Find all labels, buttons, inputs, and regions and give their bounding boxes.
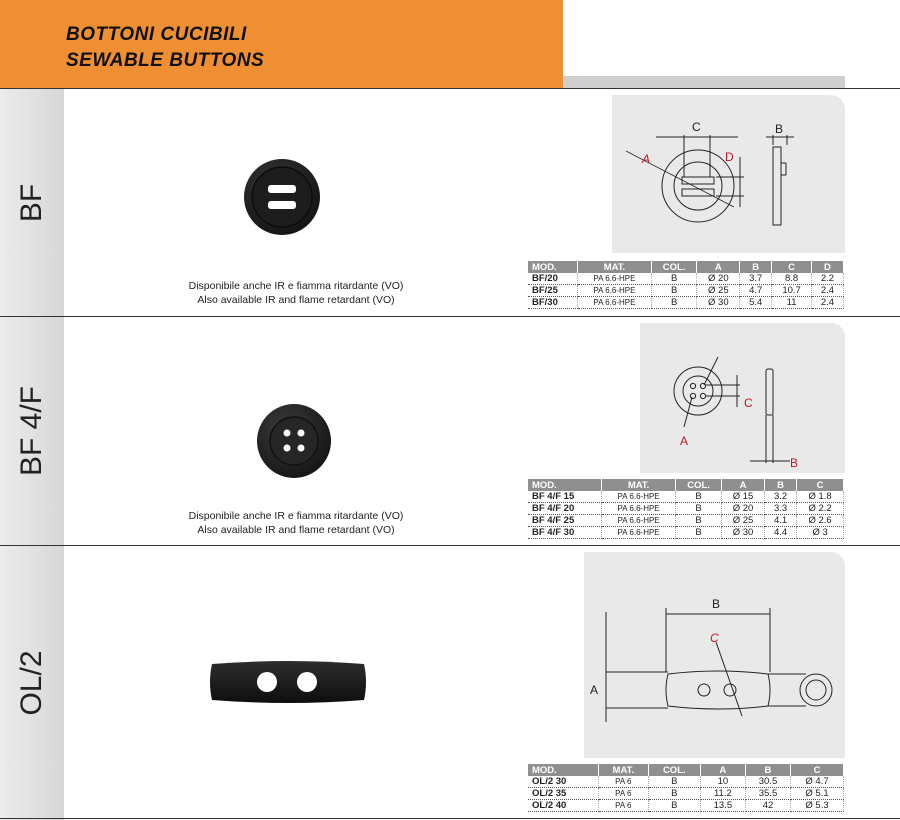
column-header: COL.: [676, 479, 722, 491]
cell-mat: PA 6.6-HPE: [578, 285, 652, 297]
cell-mod: BF/25: [528, 285, 578, 297]
cell-a: 10: [700, 776, 745, 788]
bf4f-button-image: [254, 401, 334, 481]
cell-mat: PA 6.6-HPE: [578, 297, 652, 309]
ol2-button-image: [208, 660, 368, 704]
cell-c: Ø 2.6: [797, 515, 844, 527]
column-header: C: [791, 764, 844, 776]
bf4f-technical-drawing: [640, 323, 845, 473]
column-header: MOD.: [528, 764, 598, 776]
section-label-bf: BF: [0, 89, 64, 316]
cell-mat: PA 6.6-HPE: [602, 527, 676, 539]
column-header: MOD.: [528, 261, 578, 273]
bf-dim-c: C: [692, 120, 701, 134]
cell-mat: PA 6.6-HPE: [602, 491, 676, 503]
cell-mod: BF/20: [528, 273, 578, 285]
column-header: B: [765, 479, 797, 491]
cell-c: Ø 2.2: [797, 503, 844, 515]
ol2-spec-table: [528, 764, 844, 812]
cell-a: Ø 30: [697, 297, 740, 309]
header-grey-bar: [563, 76, 845, 88]
section-ol2: [0, 545, 900, 820]
bottom-rule: [0, 818, 900, 819]
table-row: [528, 273, 844, 285]
cell-c: Ø 4.7: [791, 776, 844, 788]
cell-c: Ø 5.3: [791, 800, 844, 812]
cell-col: B: [651, 273, 697, 285]
bf-note-it: Disponibile anche IR e fiamma ritardante (VO): [188, 280, 404, 292]
cell-d: 2.4: [811, 297, 843, 309]
cell-a: Ø 25: [697, 285, 740, 297]
column-header: B: [740, 261, 772, 273]
table-header: [528, 479, 844, 491]
table-row: [528, 527, 844, 539]
cell-col: B: [648, 776, 700, 788]
cell-col: B: [648, 800, 700, 812]
column-header: C: [772, 261, 812, 273]
cell-b: 4.7: [740, 285, 772, 297]
cell-b: 30.5: [745, 776, 790, 788]
cell-a: Ø 20: [722, 503, 765, 515]
table-header: [528, 764, 844, 776]
cell-d: 2.2: [811, 273, 843, 285]
cell-mat: PA 6.6-HPE: [602, 515, 676, 527]
cell-mat: PA 6.6-HPE: [578, 273, 652, 285]
section-label-bf4f: BF 4/F: [0, 317, 64, 545]
cell-b: 4.4: [765, 527, 797, 539]
header-title-en: SEWABLE BUTTONS: [66, 50, 265, 71]
column-header: A: [700, 764, 745, 776]
column-header: MAT.: [602, 479, 676, 491]
table-row: [528, 503, 844, 515]
cell-col: B: [676, 515, 722, 527]
table-row: [528, 297, 844, 309]
bf4f-dim-a: A: [680, 434, 689, 448]
cell-a: 13.5: [700, 800, 745, 812]
column-header: MOD.: [528, 479, 602, 491]
column-header: D: [811, 261, 843, 273]
bf-button-image: [242, 157, 322, 237]
column-header: A: [697, 261, 740, 273]
bf-dim-a: A: [642, 152, 651, 166]
column-header: B: [745, 764, 790, 776]
cell-col: B: [676, 503, 722, 515]
cell-col: B: [676, 491, 722, 503]
bf4f-availability-note: [146, 509, 446, 537]
table-row: [528, 800, 844, 812]
cell-mod: BF 4/F 30: [528, 527, 602, 539]
cell-a: Ø 15: [722, 491, 765, 503]
column-header: COL.: [651, 261, 697, 273]
cell-mat: PA 6.6-HPE: [602, 503, 676, 515]
section-bf: [0, 88, 900, 316]
cell-d: 2.4: [811, 285, 843, 297]
cell-b: 3.2: [765, 491, 797, 503]
column-header: MAT.: [598, 764, 648, 776]
column-header: MAT.: [578, 261, 652, 273]
cell-col: B: [651, 297, 697, 309]
bf4f-dim-c: C: [744, 396, 753, 410]
bf-spec-table: [528, 261, 844, 309]
cell-mod: OL/2 30: [528, 776, 598, 788]
header-title-it: BOTTONI CUCIBILI: [66, 24, 247, 45]
cell-mod: OL/2 40: [528, 800, 598, 812]
cell-a: Ø 20: [697, 273, 740, 285]
column-header: A: [722, 479, 765, 491]
cell-mod: BF 4/F 20: [528, 503, 602, 515]
cell-mod: BF 4/F 15: [528, 491, 602, 503]
table-row: [528, 491, 844, 503]
bf-dim-d: D: [725, 150, 734, 164]
bf-technical-drawing: [612, 95, 845, 253]
table-row: [528, 776, 844, 788]
cell-c: 11: [772, 297, 812, 309]
section-label-ol2: OL/2: [0, 546, 64, 820]
cell-a: Ø 25: [722, 515, 765, 527]
table-row: [528, 788, 844, 800]
cell-b: 42: [745, 800, 790, 812]
cell-mat: PA 6: [598, 788, 648, 800]
ol2-dim-a: A: [590, 683, 599, 697]
cell-mat: PA 6: [598, 800, 648, 812]
section-bf4f: [0, 316, 900, 545]
cell-c: Ø 5.1: [791, 788, 844, 800]
ol2-dim-c: C: [710, 631, 719, 645]
cell-mod: BF 4/F 25: [528, 515, 602, 527]
table-row: [528, 515, 844, 527]
cell-c: 10.7: [772, 285, 812, 297]
table-header: [528, 261, 844, 273]
ol2-dim-b: B: [712, 597, 721, 611]
bf4f-spec-table: [528, 479, 844, 539]
bf4f-note-it: Disponibile anche IR e fiamma ritardante (VO): [188, 510, 404, 522]
cell-b: 3.3: [765, 503, 797, 515]
cell-col: B: [648, 788, 700, 800]
cell-b: 4.1: [765, 515, 797, 527]
cell-c: Ø 1.8: [797, 491, 844, 503]
cell-b: 35.5: [745, 788, 790, 800]
cell-a: 11.2: [700, 788, 745, 800]
cell-mod: OL/2 35: [528, 788, 598, 800]
cell-c: 8.8: [772, 273, 812, 285]
cell-c: Ø 3: [797, 527, 844, 539]
column-header: C: [797, 479, 844, 491]
bf-availability-note: [146, 279, 446, 307]
bf4f-note-en: Also available IR and flame retardant (VO): [197, 524, 395, 536]
cell-col: B: [676, 527, 722, 539]
bf-note-en: Also available IR and flame retardant (VO): [197, 294, 395, 306]
bf4f-dim-b: B: [790, 456, 799, 470]
column-header: COL.: [648, 764, 700, 776]
cell-b: 3.7: [740, 273, 772, 285]
cell-a: Ø 30: [722, 527, 765, 539]
bf-dim-b: B: [775, 122, 784, 136]
cell-mat: PA 6: [598, 776, 648, 788]
header-banner: [0, 0, 563, 88]
table-row: [528, 285, 844, 297]
cell-col: B: [651, 285, 697, 297]
cell-mod: BF/30: [528, 297, 578, 309]
cell-b: 5.4: [740, 297, 772, 309]
ol2-technical-drawing: [584, 552, 845, 758]
